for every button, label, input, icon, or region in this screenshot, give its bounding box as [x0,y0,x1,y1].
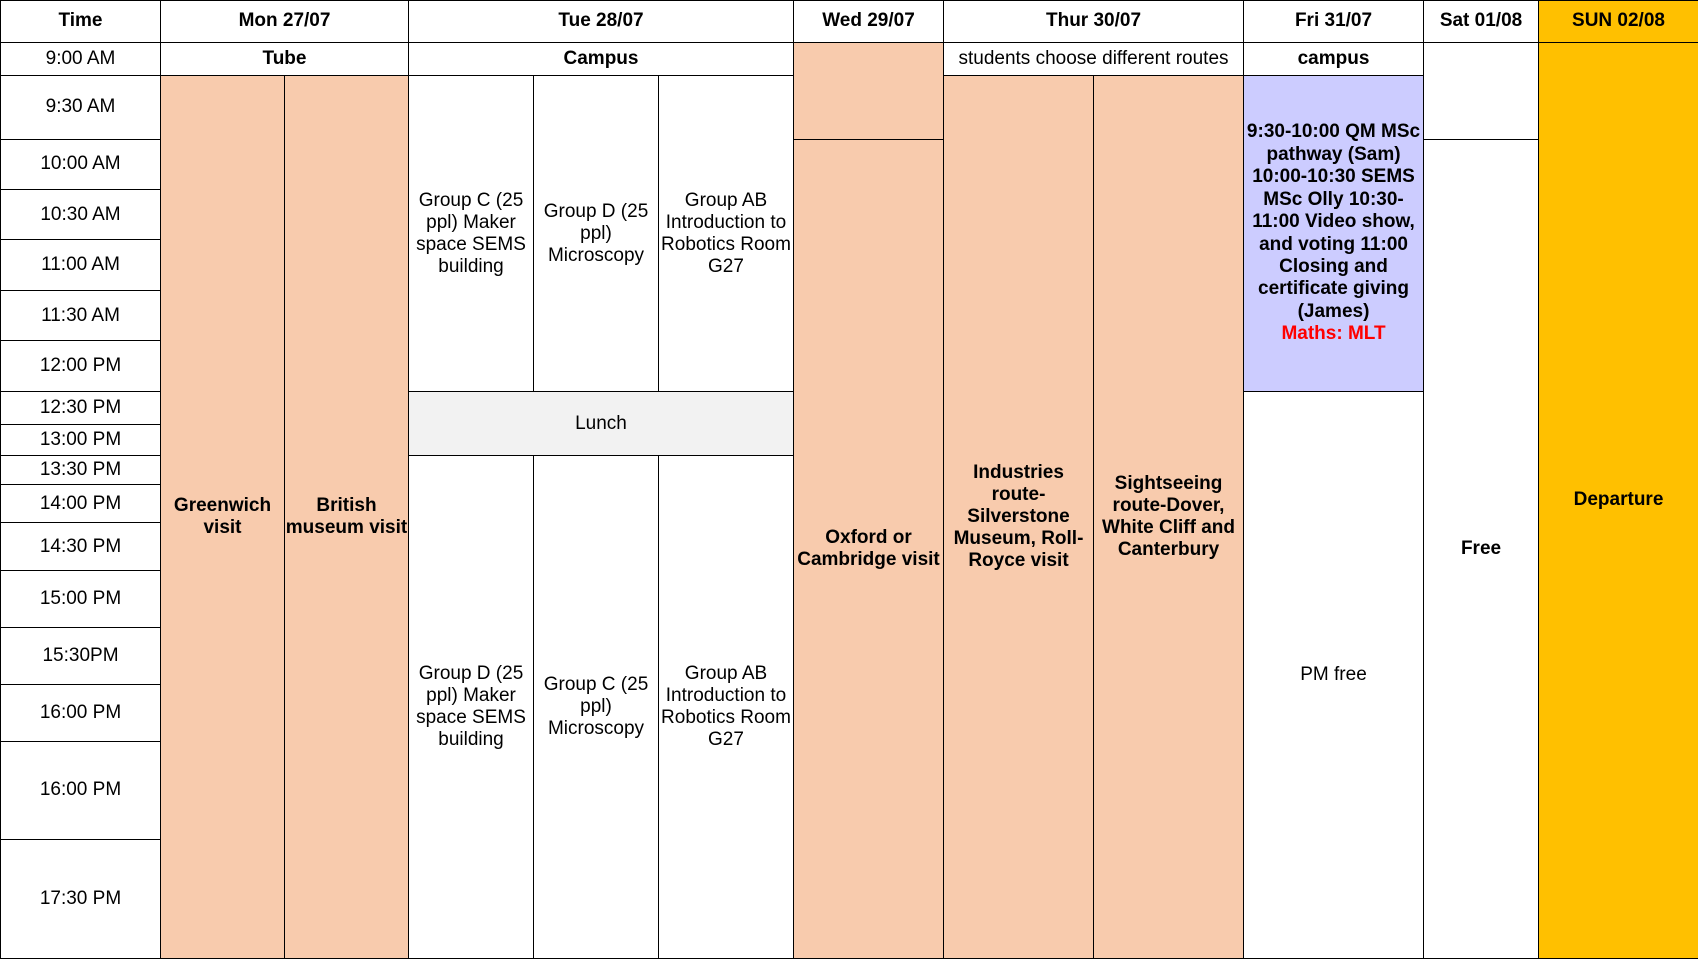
time-label-1300: 13:00 PM [1,425,161,456]
sat-free-cell: Free [1424,139,1539,958]
time-label-1230: 12:30 PM [1,391,161,424]
thur-industries-cell: Industries route-Silverstone Museum, Roll-Royce visit [944,76,1094,959]
fri-line-2: 10:00-10:30 SEMS MSc Olly [1252,166,1415,210]
column-header-wed: Wed 29/07 [794,1,944,43]
mon-british-museum-cell: British museum visit [285,76,409,959]
column-header-mon: Mon 27/07 [161,1,409,43]
tue-am-group-ab-cell: Group AB Introduction to Robotics Room G27 [659,76,794,392]
column-header-time: Time [1,1,161,43]
fri-morning-cell [1244,76,1424,392]
time-label-1130: 11:30 AM [1,290,161,340]
time-label-1600-b: 16:00 PM [1,741,161,839]
time-label-0900: 9:00 AM [1,42,161,75]
time-label-1730: 17:30 PM [1,839,161,958]
time-label-1430: 14:30 PM [1,522,161,570]
sat-spacer [1424,42,1539,139]
tue-pm-group-c-cell: Group C (25 ppl) Microscopy [534,456,659,959]
time-label-1600-a: 16:00 PM [1,684,161,741]
time-label-1400: 14:00 PM [1,485,161,523]
wed-spacer [794,42,944,139]
mon-greenwich-cell: Greenwich visit [161,76,285,959]
time-label-1530: 15:30PM [1,628,161,685]
time-label-1030: 10:30 AM [1,189,161,239]
fri-pm-free-cell: PM free [1244,391,1424,958]
tue-location-label: Campus [409,42,794,75]
column-header-thur: Thur 30/07 [944,1,1244,43]
tue-am-group-c-cell: Group C (25 ppl) Maker space SEMS building [409,76,534,392]
thur-sightseeing-cell: Sightseeing route-Dover, White Cliff and Canterbury [1094,76,1244,959]
time-label-1330: 13:30 PM [1,456,161,485]
time-label-1200: 12:00 PM [1,341,161,391]
time-label-0930: 9:30 AM [1,76,161,139]
tue-pm-group-d-cell: Group D (25 ppl) Maker space SEMS building [409,456,534,959]
tue-pm-group-ab-cell: Group AB Introduction to Robotics Room G27 [659,456,794,959]
time-label-1100: 11:00 AM [1,240,161,290]
fri-line-1: 9:30-10:00 QM MSc pathway (Sam) [1246,121,1421,165]
fri-location-label: campus [1244,42,1424,75]
column-header-sat: Sat 01/08 [1424,1,1539,43]
wed-visit-cell: Oxford or Cambridge visit [794,139,944,958]
tue-am-group-d-cell: Group D (25 ppl) Microscopy [534,76,659,392]
sun-departure-cell: Departure [1539,42,1698,958]
column-header-tue: Tue 28/07 [409,1,794,43]
column-header-sun: SUN 02/08 [1539,1,1698,43]
time-label-1500: 15:00 PM [1,571,161,628]
table-header-row [1,1,1698,43]
time-label-1000: 10:00 AM [1,139,161,189]
subheader-row [1,42,1698,75]
fri-maths-note: Maths: MLT [1281,323,1386,345]
tue-lunch-cell: Lunch [409,391,794,455]
fri-line-3: 10:30-11:00 Video show, and voting [1252,188,1415,255]
fri-line-4: 11:00 Closing and certificate giving (James) [1258,233,1410,322]
mon-location-label: Tube [161,42,409,75]
column-header-fri: Fri 31/07 [1244,1,1424,43]
thur-route-note: students choose different routes [944,42,1244,75]
